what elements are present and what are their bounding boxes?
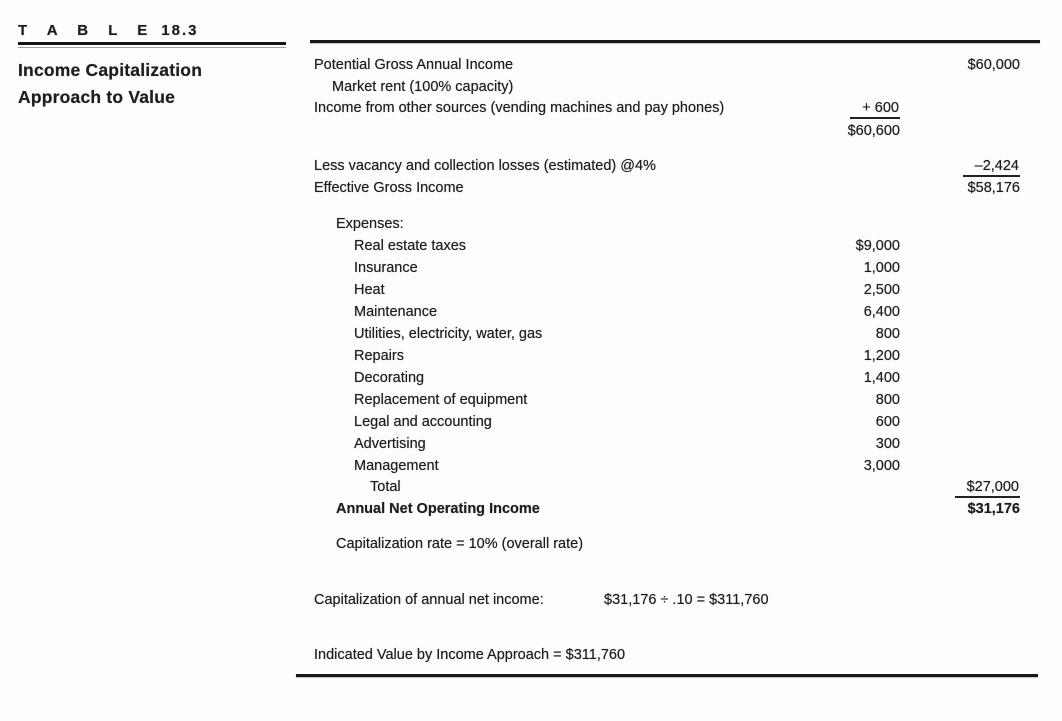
row-amount: 2,500 (863, 282, 900, 298)
row-label: Insurance (354, 260, 418, 276)
row-label: Capitalization of annual net income: (314, 592, 544, 608)
row-expense-management (308, 458, 1040, 478)
row-expense-heat (308, 282, 1040, 302)
income-statement (308, 0, 1040, 721)
row-label: Legal and accounting (354, 414, 492, 430)
capitalization-equation: $31,176 ÷ .10 = $311,760 (604, 592, 769, 608)
row-label: Advertising (354, 436, 426, 452)
row-expenses-heading (308, 216, 1040, 236)
table-title (18, 57, 290, 111)
row-label: Maintenance (354, 304, 438, 320)
row-potential-gross-income (308, 57, 1040, 77)
row-label: Real estate taxes (354, 238, 467, 254)
statement-bottom-rule (296, 674, 1038, 677)
row-amount: –2,424 (963, 158, 1020, 177)
row-amount: 1,200 (863, 348, 900, 364)
row-expense-decorating (308, 370, 1040, 390)
row-vacancy-losses (308, 158, 1040, 178)
row-label: Income from other sources (vending machines and pay phones) (314, 100, 725, 116)
row-expense-real-estate-taxes (308, 238, 1040, 258)
table-tag-label: T A B L E (18, 22, 156, 39)
row-expenses-total (308, 479, 1040, 499)
table-caption-block (18, 22, 290, 111)
row-amount: $58,176 (967, 180, 1020, 196)
caption-rule (18, 42, 286, 48)
table-title-line1: Income Capitalization (18, 60, 203, 80)
row-label: Annual Net Operating Income (336, 501, 540, 517)
row-amount: $60,000 (967, 57, 1020, 73)
row-label: Heat (354, 282, 385, 298)
row-amount: $27,000 (955, 479, 1020, 498)
statement-top-rule (310, 40, 1040, 43)
row-market-rent (308, 79, 1040, 99)
row-amount: $60,600 (847, 123, 900, 139)
row-amount: 3,000 (863, 458, 900, 474)
row-label: Utilities, electricity, water, gas (354, 326, 543, 342)
row-amount: 1,400 (863, 370, 900, 386)
row-label: Management (354, 458, 439, 474)
row-expense-advertising (308, 436, 1040, 456)
row-label: Market rent (100% capacity) (332, 79, 514, 95)
row-label: Capitalization rate = 10% (overall rate) (336, 536, 584, 552)
row-expense-maintenance (308, 304, 1040, 324)
row-amount: 600 (875, 414, 900, 430)
row-label: Indicated Value by Income Approach = $311,760 (314, 647, 626, 663)
row-other-sources (308, 100, 1040, 120)
row-expense-legal-accounting (308, 414, 1040, 434)
row-capitalization-calculation (308, 592, 1040, 612)
row-expense-repairs (308, 348, 1040, 368)
row-capitalization-rate (308, 536, 1040, 556)
row-annual-net-operating-income (308, 501, 1040, 521)
row-amount: 800 (875, 392, 900, 408)
row-label: Effective Gross Income (314, 180, 464, 196)
row-indicated-value (308, 647, 1040, 667)
row-expense-replacement-equipment (308, 392, 1040, 412)
row-label: Repairs (354, 348, 404, 364)
table-number: 18.3 (161, 22, 199, 39)
row-expense-insurance (308, 260, 1040, 280)
row-amount: 800 (875, 326, 900, 342)
row-label: Less vacancy and collection losses (estimated) @4% (314, 158, 656, 174)
row-amount: + 600 (850, 100, 900, 119)
row-label: Potential Gross Annual Income (314, 57, 514, 73)
table-title-line2: Approach to Value (18, 87, 176, 107)
row-gross-subtotal (308, 123, 1040, 143)
row-amount: 6,400 (863, 304, 900, 320)
expenses-heading: Expenses: (336, 216, 404, 232)
row-amount: 300 (875, 436, 900, 452)
table-tag (18, 22, 290, 39)
row-label: Replacement of equipment (354, 392, 528, 408)
row-effective-gross-income (308, 180, 1040, 200)
row-amount: $9,000 (855, 238, 900, 254)
row-amount: 1,000 (863, 260, 900, 276)
row-amount: $31,176 (967, 501, 1020, 517)
row-label: Total (370, 479, 401, 495)
row-expense-utilities (308, 326, 1040, 346)
row-label: Decorating (354, 370, 425, 386)
